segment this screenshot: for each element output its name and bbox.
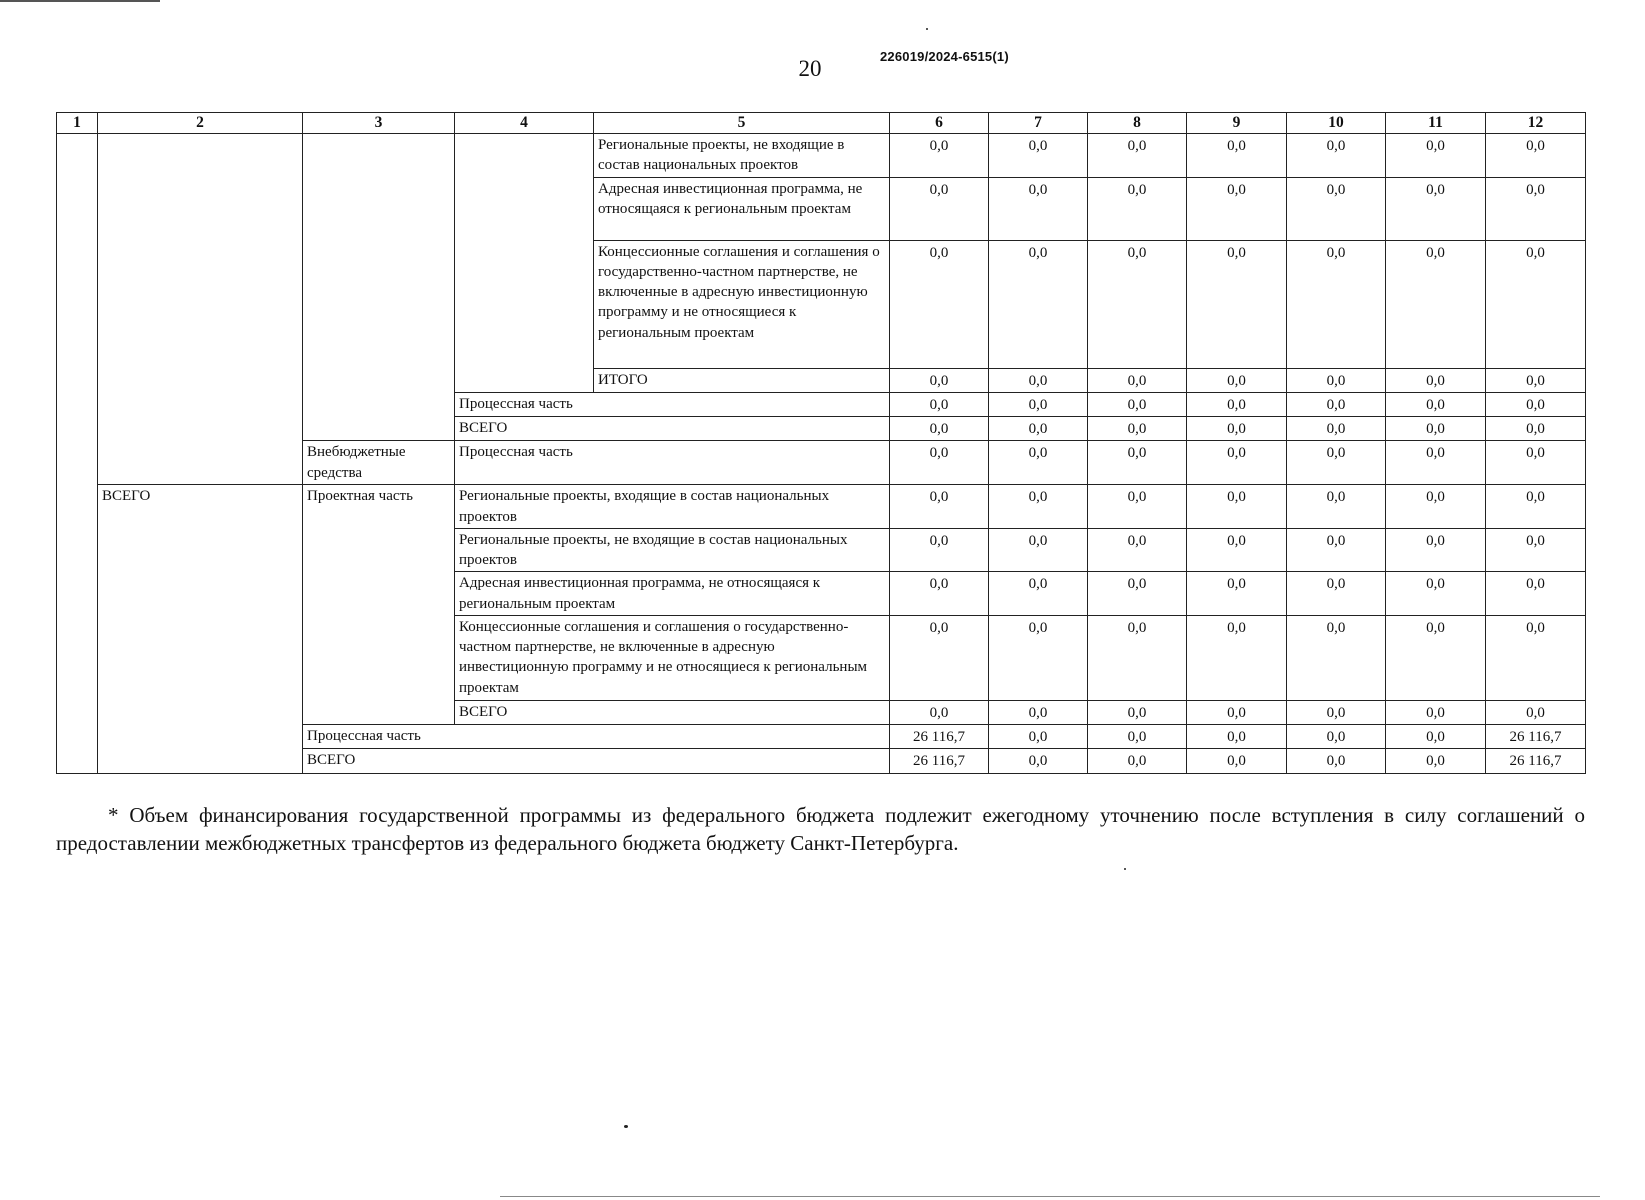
table-header-row xyxy=(57,113,1586,134)
row-label: Процессная часть xyxy=(303,725,890,749)
value-cell: 0,0 xyxy=(1187,615,1287,700)
column-header: 7 xyxy=(989,113,1088,134)
row-label: Концессионные соглашения и соглашения о государственно-частном партнерстве, не включенные в адресную инвестиционную программу и не относящиеся к региональным проектам xyxy=(594,240,890,368)
value-cell: 0,0 xyxy=(1088,572,1187,616)
value-cell: 0,0 xyxy=(1486,528,1586,572)
value-cell: 0,0 xyxy=(1486,368,1586,392)
value-cell: 0,0 xyxy=(890,240,989,368)
value-cell: 0,0 xyxy=(1386,240,1486,368)
value-cell: 0,0 xyxy=(989,240,1088,368)
row-label: Процессная часть xyxy=(455,392,890,416)
table-row xyxy=(57,134,1586,178)
value-cell: 26 116,7 xyxy=(890,749,989,773)
value-cell: 0,0 xyxy=(1187,240,1287,368)
value-cell: 0,0 xyxy=(1187,528,1287,572)
row-label: Адресная инвестиционная программа, не относящаяся к региональным проектам xyxy=(455,572,890,616)
value-cell: 0,0 xyxy=(1386,177,1486,240)
value-cell: 0,0 xyxy=(1088,485,1187,529)
document-id: 226019/2024-6515(1) xyxy=(880,49,1009,64)
value-cell: 0,0 xyxy=(1187,417,1287,441)
value-cell: 0,0 xyxy=(1486,615,1586,700)
row-label: ВСЕГО xyxy=(455,700,890,724)
value-cell: 0,0 xyxy=(1486,240,1586,368)
value-cell: 0,0 xyxy=(1287,134,1386,178)
value-cell: 0,0 xyxy=(989,615,1088,700)
value-cell: 0,0 xyxy=(1287,240,1386,368)
value-cell: 0,0 xyxy=(1187,749,1287,773)
column-header: 2 xyxy=(98,113,303,134)
budget-table xyxy=(56,112,1586,774)
column-header: 8 xyxy=(1088,113,1187,134)
value-cell: 0,0 xyxy=(1187,572,1287,616)
value-cell: 0,0 xyxy=(1386,134,1486,178)
value-cell: 0,0 xyxy=(1287,700,1386,724)
funding-source-label: Внебюджетные средства xyxy=(303,441,455,485)
row-label: ИТОГО xyxy=(594,368,890,392)
value-cell: 0,0 xyxy=(1386,368,1486,392)
value-cell: 0,0 xyxy=(989,392,1088,416)
value-cell: 0,0 xyxy=(1187,134,1287,178)
value-cell: 0,0 xyxy=(1287,572,1386,616)
table-row xyxy=(57,485,1586,529)
value-cell: 0,0 xyxy=(1088,368,1187,392)
row-label: ВСЕГО xyxy=(303,749,890,773)
scan-speck xyxy=(624,1125,628,1128)
value-cell: 0,0 xyxy=(1287,392,1386,416)
value-cell: 0,0 xyxy=(1486,572,1586,616)
value-cell: 0,0 xyxy=(1486,177,1586,240)
value-cell: 0,0 xyxy=(1088,240,1187,368)
value-cell: 0,0 xyxy=(890,572,989,616)
value-cell: 0,0 xyxy=(1187,441,1287,485)
column-header: 1 xyxy=(57,113,98,134)
scan-speck xyxy=(926,28,928,30)
value-cell: 0,0 xyxy=(989,134,1088,178)
value-cell: 0,0 xyxy=(989,485,1088,529)
value-cell: 0,0 xyxy=(1187,700,1287,724)
value-cell: 0,0 xyxy=(989,368,1088,392)
cell-col4-empty xyxy=(455,134,594,393)
value-cell: 0,0 xyxy=(1386,725,1486,749)
value-cell: 0,0 xyxy=(1287,177,1386,240)
value-cell: 0,0 xyxy=(1187,392,1287,416)
total-label: ВСЕГО xyxy=(98,485,303,773)
value-cell: 0,0 xyxy=(1088,615,1187,700)
value-cell: 0,0 xyxy=(1486,441,1586,485)
value-cell: 0,0 xyxy=(1386,417,1486,441)
value-cell: 0,0 xyxy=(1486,134,1586,178)
column-header: 6 xyxy=(890,113,989,134)
value-cell: 0,0 xyxy=(989,725,1088,749)
value-cell: 0,0 xyxy=(1386,572,1486,616)
row-label: ВСЕГО xyxy=(455,417,890,441)
value-cell: 0,0 xyxy=(890,441,989,485)
value-cell: 0,0 xyxy=(989,700,1088,724)
value-cell: 0,0 xyxy=(890,528,989,572)
value-cell: 0,0 xyxy=(890,485,989,529)
value-cell: 0,0 xyxy=(1088,441,1187,485)
value-cell: 0,0 xyxy=(1386,528,1486,572)
value-cell: 0,0 xyxy=(1386,700,1486,724)
value-cell: 0,0 xyxy=(890,392,989,416)
row-label: Концессионные соглашения и соглашения о государственно-частном партнерстве, не включенные в адресную инвестиционную программу и не относящиеся к региональным проектам xyxy=(455,615,890,700)
value-cell: 0,0 xyxy=(1088,134,1187,178)
value-cell: 0,0 xyxy=(989,572,1088,616)
value-cell: 0,0 xyxy=(1287,417,1386,441)
value-cell: 0,0 xyxy=(1386,441,1486,485)
value-cell: 0,0 xyxy=(989,749,1088,773)
value-cell: 0,0 xyxy=(890,368,989,392)
value-cell: 0,0 xyxy=(1187,485,1287,529)
column-header: 9 xyxy=(1187,113,1287,134)
column-header: 10 xyxy=(1287,113,1386,134)
value-cell: 0,0 xyxy=(1088,417,1187,441)
value-cell: 0,0 xyxy=(1287,749,1386,773)
row-label: Адресная инвестиционная программа, не относящаяся к региональным проектам xyxy=(594,177,890,240)
cell-col3-empty xyxy=(303,134,455,441)
project-part-label: Проектная часть xyxy=(303,485,455,725)
page-number: 20 xyxy=(798,56,822,81)
value-cell: 0,0 xyxy=(1486,392,1586,416)
value-cell: 26 116,7 xyxy=(890,725,989,749)
column-header: 3 xyxy=(303,113,455,134)
value-cell: 0,0 xyxy=(890,177,989,240)
column-header: 5 xyxy=(594,113,890,134)
value-cell: 0,0 xyxy=(989,177,1088,240)
value-cell: 0,0 xyxy=(1486,700,1586,724)
value-cell: 26 116,7 xyxy=(1486,725,1586,749)
row-label: Процессная часть xyxy=(455,441,890,485)
scan-speck xyxy=(1124,868,1126,870)
value-cell: 0,0 xyxy=(890,700,989,724)
value-cell: 0,0 xyxy=(890,615,989,700)
value-cell: 0,0 xyxy=(1386,749,1486,773)
value-cell: 0,0 xyxy=(1088,528,1187,572)
scan-artifact-top xyxy=(0,0,160,2)
row-label: Региональные проекты, входящие в состав национальных проектов xyxy=(455,485,890,529)
value-cell: 0,0 xyxy=(1287,368,1386,392)
value-cell: 0,0 xyxy=(1287,615,1386,700)
value-cell: 0,0 xyxy=(1287,485,1386,529)
cell-col1 xyxy=(57,134,98,774)
value-cell: 0,0 xyxy=(1088,700,1187,724)
row-label: Региональные проекты, не входящие в состав национальных проектов xyxy=(455,528,890,572)
column-header: 12 xyxy=(1486,113,1586,134)
value-cell: 0,0 xyxy=(989,441,1088,485)
value-cell: 0,0 xyxy=(1386,392,1486,416)
value-cell: 0,0 xyxy=(1287,725,1386,749)
value-cell: 0,0 xyxy=(1187,725,1287,749)
value-cell: 0,0 xyxy=(1287,528,1386,572)
value-cell: 0,0 xyxy=(1088,177,1187,240)
value-cell: 0,0 xyxy=(989,417,1088,441)
column-header: 11 xyxy=(1386,113,1486,134)
value-cell: 0,0 xyxy=(1187,177,1287,240)
value-cell: 0,0 xyxy=(1287,441,1386,485)
value-cell: 0,0 xyxy=(1187,368,1287,392)
value-cell: 0,0 xyxy=(1386,615,1486,700)
row-label: Региональные проекты, не входящие в состав национальных проектов xyxy=(594,134,890,178)
value-cell: 0,0 xyxy=(890,417,989,441)
value-cell: 0,0 xyxy=(989,528,1088,572)
value-cell: 0,0 xyxy=(1486,417,1586,441)
value-cell: 0,0 xyxy=(1486,485,1586,529)
value-cell: 0,0 xyxy=(1088,392,1187,416)
column-header: 4 xyxy=(455,113,594,134)
value-cell: 0,0 xyxy=(1088,725,1187,749)
value-cell: 0,0 xyxy=(1088,749,1187,773)
value-cell: 0,0 xyxy=(1386,485,1486,529)
scan-artifact-bottom xyxy=(500,1196,1600,1197)
cell-col2-empty xyxy=(98,134,303,485)
value-cell: 0,0 xyxy=(890,134,989,178)
value-cell: 26 116,7 xyxy=(1486,749,1586,773)
footnote: * Объем финансирования государственной программы из федерального бюджета подлежит ежегодному уточнению после вступления в силу соглашений о предоставлении межбюджетных трансфертов из федерального бюджета бюджету Санкт-Петербурга. xyxy=(56,803,1585,856)
